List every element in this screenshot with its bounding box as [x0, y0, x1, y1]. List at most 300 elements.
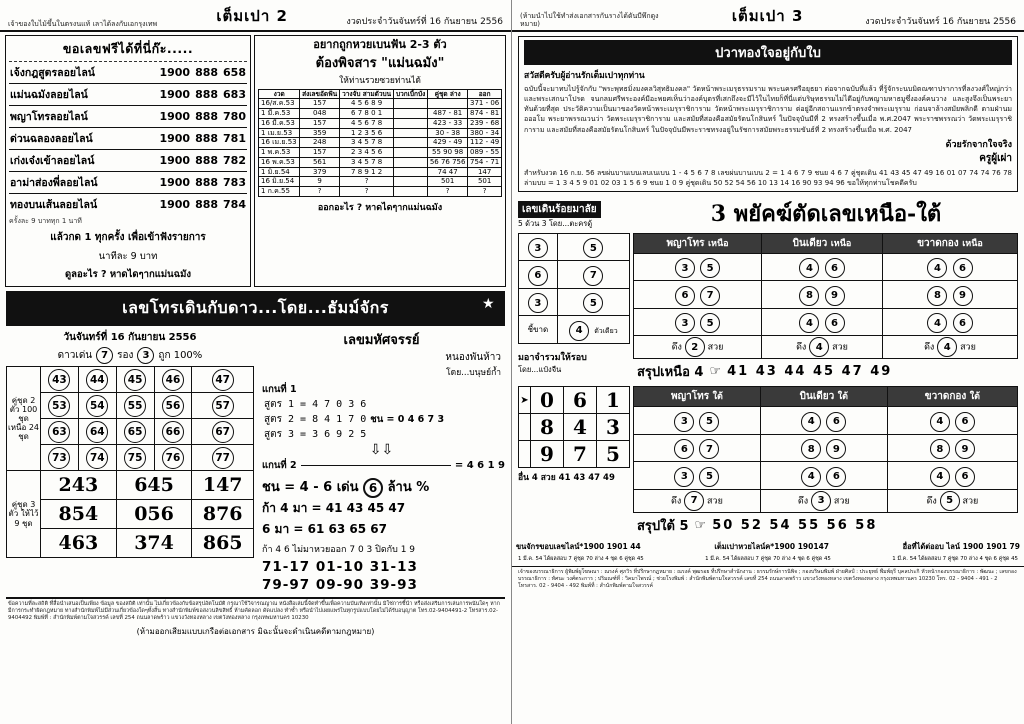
- ball-number: 57: [212, 395, 234, 417]
- ball-number: 6: [953, 313, 973, 333]
- editorial-box: [518, 36, 1018, 192]
- ball-number: 9: [953, 286, 973, 306]
- editorial-sign-1: ด้วยรักจากใจจริง: [945, 139, 1012, 150]
- foot-left: ดึง: [797, 496, 809, 507]
- ball-number: 8: [801, 439, 821, 459]
- digit-cell: 4: [564, 414, 597, 441]
- editorial-sign-2: ครูผู้เผ่า: [979, 152, 1012, 164]
- free-numbers-foot2: นาทีละ 9 บาท: [98, 251, 158, 262]
- summary-south: [633, 513, 1018, 538]
- ball-number: 7: [699, 439, 719, 459]
- free-row-n1: 1900: [159, 110, 191, 123]
- cell-out: 239 - 68: [468, 118, 502, 128]
- cell-three: 2 3 4 5 6: [339, 148, 393, 158]
- three-tigers-title: 3 พยัคฆ์ตัดเลขเหนือ-ใต้: [710, 200, 942, 227]
- ball-number: 6: [826, 467, 846, 487]
- free-row-n3: 658: [223, 66, 246, 79]
- cell-plus: [394, 109, 428, 119]
- header-dir: ใต้: [712, 392, 723, 403]
- ball-number: 7: [700, 286, 720, 306]
- cell-out: 089 - 55: [468, 148, 502, 158]
- formula-line: สูตร 3 = 3 6 9 2 5: [264, 429, 367, 440]
- ball-number: 63: [48, 421, 70, 443]
- cell-three: ?: [339, 187, 393, 197]
- north-col-header-3: [882, 233, 1017, 253]
- ball-number: 6: [528, 266, 548, 286]
- free-row-n2: 888: [195, 154, 219, 167]
- ball-number: 5: [699, 412, 719, 432]
- ball-number: 8: [927, 286, 947, 306]
- table-row: [259, 128, 502, 138]
- table-row: [519, 288, 630, 316]
- table-row: [259, 157, 502, 167]
- cell-out: ?: [468, 187, 502, 197]
- free-row-name: อาม่าส่องพี่ลอยไลน์: [10, 177, 98, 189]
- left-tag-sub: 5 ด้วน 3 โดย...ตะครดู้: [518, 218, 593, 228]
- table-row: [7, 529, 254, 558]
- table-row: [259, 167, 502, 177]
- cell-out: 754 - 71: [468, 157, 502, 167]
- digit-cell: 9: [531, 441, 564, 468]
- foot-right: สวย: [833, 496, 850, 507]
- editorial-body: ฉบับนี้จะมาทบไปรู้จักกับ "พระพุทธมิ่งมงคลวิสุทธิมงคล" วัดหน้าพระเมรุธรรมราม พระนครศรีอยุธยา ต่อจากฉบับที่แล้ว ที่รู้จักระนบมิตณฑาปราการที่ลงวงศ์ใหญ่กว่า และพระเสกนาโปรด จนกลมศรีพระองค์มีอะพยศเห็นว่าองค์บุตรที่เสกถึงจะมีไว้ในไทยก็ที่นี่แต่บริษุทธรรมไม่ไดีอยู่กับพญามหาธมูซึ่งองค์คนวาง และสูงจึงเป็นพระยาทันด้วยที่สุด ประวัติความเป็นมาของวัดหน้าพระเมรุราชิการาม วัดหน้าพระเมรุราชิการาม ต่อยู่อีกสถานแรกข้าตรงจำพระเมรุราม ก่อนจาล้างสมัยพลิกดี ตามฝ่านมอออโม พระยาพรรณวนว่า วัดพระเมรุราชิการาม และสมัยที่สองคือสมัยรัตนโกสินทร์ ในปัจจุบันมีที่ 2 ทรงสร้างขึ้นเมื่อ พ.ศ.2047 พระราชพรรณว่า วัดพระเมรุราชิการาม และสมัยที่สองคือสมัยรัตนโกสินทร์ ในปัจจุบันมีพระราชทรงอยู่ในรัชการสมัยพระธรรมขันธ์ที่ 2 ทรงสร้างขึ้นเมื่อ พ.ศ. 2047: [524, 85, 1012, 134]
- masthead-title: เต็มเปา 3: [731, 7, 804, 25]
- line2-numbers: 61 63 65 67: [307, 521, 387, 536]
- cell-pair: 429 - 49: [427, 138, 467, 148]
- three-digit-number: 243: [41, 471, 117, 500]
- ball-number: 4: [927, 258, 947, 278]
- table-row: [7, 445, 254, 471]
- table-row: [259, 138, 502, 148]
- table-row: [7, 471, 254, 500]
- table-row: [634, 281, 1018, 309]
- ball-number: 56: [162, 395, 184, 417]
- free-numbers-box: [5, 35, 251, 287]
- ball-number: 75: [124, 447, 146, 469]
- col-three-top: วางจับ สามตัวบน: [339, 90, 393, 99]
- line1-numbers: 41 43 45 47: [325, 500, 406, 515]
- foot-ball: 2: [685, 337, 705, 357]
- foot-left: ดึง: [671, 496, 682, 507]
- header-name: บินเดียว: [792, 237, 828, 249]
- ball-number: 4: [927, 313, 947, 333]
- cell-out: 371 - 06: [468, 99, 502, 109]
- cell-three: 3 4 5 7 8: [339, 138, 393, 148]
- free-row-n1: 1900: [159, 176, 191, 189]
- free-numbers-row: [9, 62, 247, 84]
- ball-number: 4: [799, 313, 819, 333]
- masthead-right: [512, 0, 1024, 32]
- free-numbers-row: [9, 84, 247, 106]
- header-dir: เหนือ: [830, 238, 852, 249]
- free-row-n1: 1900: [159, 66, 191, 79]
- digit-cell: 5: [597, 441, 630, 468]
- want-headline-1: อยากถูกหวยเบนฟัน 2-3 ตัว: [313, 38, 447, 51]
- cell-out: 501: [468, 177, 502, 187]
- ball-number: 67: [212, 421, 234, 443]
- formula-chon-2: = 4 6 1 9: [454, 460, 505, 471]
- ball-number: 54: [86, 395, 108, 417]
- ball-number: 6: [826, 412, 846, 432]
- foot-right: สวย: [707, 496, 723, 507]
- col-sent: ส่งเลขอัดฟัน: [300, 90, 340, 99]
- want-footer: ออกอะไร ? หาดไดๆากแม่นฉมัง: [317, 202, 443, 213]
- ball-number: 53: [48, 395, 70, 417]
- free-row-n2: 888: [195, 66, 219, 79]
- cell-round: 1 มี.ค.53: [259, 109, 300, 119]
- three-digit-number: 876: [192, 500, 254, 529]
- north-numbers-table: [633, 233, 1018, 360]
- ball-number: 6: [825, 313, 845, 333]
- forecast-date: วันจันทร์ที่ 16 กันยายน 2556: [63, 332, 197, 343]
- hotline-2[interactable]: เต็มเปาหวยไลน์ค*1900 190147: [714, 541, 830, 551]
- foot-left: ดึง: [671, 342, 682, 353]
- cell-sent: 157: [300, 148, 340, 158]
- free-numbers-row: [9, 128, 247, 150]
- cell-round: 16 พ.ค.53: [259, 157, 300, 167]
- magic-title: เลขมหัศจรรย์: [343, 333, 420, 348]
- north-col-header-1: [634, 233, 762, 253]
- star-label-2: รอง: [117, 350, 134, 361]
- ball-number: 73: [48, 447, 70, 469]
- down-arrows-icon: ⇩⇩: [369, 442, 394, 458]
- cell-three: 6 7 8 0 1: [339, 109, 393, 119]
- ball-number: 6: [675, 286, 695, 306]
- cell-sent: 9: [300, 177, 340, 187]
- table-row: [519, 233, 630, 261]
- free-row-name: เก่งเจ๋งเข้าลอยไลน์: [10, 155, 95, 167]
- hotline-3[interactable]: อื่อที่ได้ต่ออบ ไลน์ 1900 1901 79: [902, 541, 1020, 551]
- table-row: [634, 462, 1018, 490]
- ball-number: 44: [86, 369, 108, 391]
- ball-number: 77: [212, 447, 234, 469]
- editorial-banner: ปวาทองใจอยู่กับใบ: [524, 40, 1012, 65]
- foot-right: สวย: [707, 342, 724, 353]
- free-row-n1: 1900: [159, 132, 191, 145]
- footer-legal-right: เจ้าของบรรณาธิการ ผู้พิมพ์ผูโฆษณา : ณรงค์ ศุภวิร ที่ปรึกษากฎหมาย : ณรงค์ พุฒรอย ที่ปรึกษาสำนักงาน : ธรรมรักษ์การนิพิจ ; กองบริษมพิมพ์ ฝ่ายศิลป์ : ประยุทธ์ พืมพ์ธุรี บุคลประกิ หัวหน้ากองบรรณาธิการ : พัฒนะ ; เลขกองบรรณาธิการ : ทัศนะ วงศ์ตระการ ; ปริมณฑ์ที่ : วิคมาไพรณ์ ; ช่วยโรงพิมพ์ : สำนักพิมพ์ตามใจสวรรค์ เลขที่ 254 ถนนลาดพร้าว แขวงวังทองหลาง เขตวังทองหลาง กรุงเทพมหานคร 10230 โทร. 02 - 9404 - 491 - 2 โทรสาร. 02 - 9404 - 492 พิมพ์ที่ : สำนักพิมพ์ตามใจสวรรค์: [512, 566, 1024, 592]
- cell-round: 16/ส.ค.53: [259, 99, 300, 109]
- cell-plus: [394, 138, 428, 148]
- magic-author: โดย...บนุษย์ก้ำ: [446, 368, 501, 378]
- newspaper-page-right: [512, 0, 1024, 724]
- table-row: [519, 261, 630, 289]
- foot-right: สวย: [962, 496, 979, 507]
- table-row: [519, 387, 630, 414]
- line3-note: ก้า 4 6 ไม่มาหวยออก 7 0 3 ปิดกับ 1 9: [262, 544, 416, 555]
- ball-number: 5: [583, 238, 603, 258]
- cell-sent: 157: [300, 118, 340, 128]
- summary-north: [633, 359, 1018, 384]
- free-row-n3: 683: [223, 88, 246, 101]
- hotline-1[interactable]: ขนจักรขอบเลขไลน์*1900 1901 44: [516, 541, 641, 551]
- foot-right: สวย: [832, 342, 848, 353]
- masthead-disclaimer: เจ้าของใบไม้ขึ้นในตรงนแท้ เลาได้ลงกับเอกรุงเทพ: [8, 19, 158, 28]
- cell-sent: 379: [300, 167, 340, 177]
- line2-label: 6 มา =: [262, 521, 304, 536]
- line5-numbers: 79-97 09-90 39-93: [262, 576, 418, 593]
- star-label-3: ถูก 100%: [158, 350, 203, 361]
- free-row-name: เจ้งกฎสูตรลอยไลน์: [10, 67, 95, 79]
- digit-cell: 3: [597, 414, 630, 441]
- blank-cell: [519, 441, 531, 468]
- cell-plus: [394, 148, 428, 158]
- ball-number: 65: [124, 421, 146, 443]
- cell-pair: ?: [427, 187, 467, 197]
- ball-number: 6: [953, 258, 973, 278]
- free-numbers-row: [9, 150, 247, 172]
- ball-number: 4: [799, 258, 819, 278]
- free-row-name: พญาโทรลอยไลน์: [10, 111, 88, 123]
- ball-number: 76: [162, 447, 184, 469]
- cell-out: 112 - 49: [468, 138, 502, 148]
- south-col-header-2: [760, 387, 887, 407]
- cell-round: 1 เม.ย.53: [259, 128, 300, 138]
- three-digit-number: 865: [192, 529, 254, 558]
- line1-label: ก้า 4 มา =: [262, 500, 322, 515]
- ball-number: 8: [799, 286, 819, 306]
- header-name: พญาโทร: [671, 391, 710, 403]
- ball-number: 4: [801, 412, 821, 432]
- digit-cell: 1: [597, 387, 630, 414]
- summary-north-label: สรุปเหนือ 4: [637, 365, 704, 381]
- pointer-icon: ☞: [709, 364, 722, 380]
- ball-number: 3: [675, 258, 695, 278]
- banner-text: เลขโทรเดินกับดาว...โดย...ธัมม์จักร: [122, 298, 389, 317]
- ball-number: 5: [583, 293, 603, 313]
- free-row-n3: 780: [223, 110, 246, 123]
- foot-left: ดึง: [796, 342, 807, 353]
- footer-warning-left: (ห้ามออกเสียมแบบเกรือต่อเอกสาร มิฉะนั้นจะดำเนินคดีตามกฎหมาย): [136, 626, 375, 636]
- ball-number: 8: [930, 439, 950, 459]
- three-digit-number: 374: [116, 529, 192, 558]
- editorial-numbers: สำหรับงวด 16 ก.ย. 56 ลขผ่นบานเบนเลบเนเบน 1 - 4 5 6 7 8 เลขผ่นบานเบน 2 = 1 4 6 7 9 ชนย 4 6 7 คู่ชุดเดิน 41 43 45 47 49 16 01 07 74 74 76 78 ล่ามบบ = 1 3 4 5 9 01 02 03 1 5 6 9 ชนย 1 0 9 คู่ชุดเดิน 50 52 54 56 10 13 14 16 90 93 94 96 ขอให้ทุกท่านโชคดีครับ: [524, 168, 1012, 187]
- cell-round: 16 มี.ค.53: [259, 118, 300, 128]
- foot-left: ดึง: [926, 496, 937, 507]
- free-numbers-foot1: แล้วกด 1 ทุกครั้ง เพื่อเข้าฟังรายการ: [50, 232, 206, 243]
- ball-number: 6: [825, 258, 845, 278]
- ball-number: 45: [124, 369, 146, 391]
- star-number-1: 7: [96, 347, 113, 364]
- ball-number: 4: [801, 467, 821, 487]
- table-row: [634, 434, 1018, 462]
- free-row-name: ทองบนเส้นลอยไลน์: [10, 199, 98, 211]
- free-row-n1: 1900: [159, 154, 191, 167]
- ball-number: 5: [700, 258, 720, 278]
- want-results-table: [258, 89, 502, 197]
- free-numbers-row: [9, 106, 247, 128]
- free-numbers-foot3: ดูลอะไร ? หาดไดๆากแม่นฉมัง: [65, 269, 191, 280]
- table-row: [7, 500, 254, 529]
- table-row: [634, 489, 1018, 512]
- lower-left-label: มอาจำรวมให้รอบ: [518, 352, 587, 363]
- ball-number: 6: [955, 467, 975, 487]
- want-headline-3: ให้ท่านรวยซวยท่านได้: [339, 76, 421, 87]
- ball-number: 3: [528, 238, 548, 258]
- hotline-note-1: 1 มี.ค. 54 ได้ผลสอบ 7 คู่ชุด 70 ล่าง 4 ชุด 6 คู่ชุด 45: [518, 555, 644, 562]
- table-row: [7, 367, 254, 393]
- digit-cell: 0: [531, 387, 564, 414]
- cell-plus: [394, 177, 428, 187]
- ball-number: 3: [528, 293, 548, 313]
- cell-pair: 56 76 756: [427, 157, 467, 167]
- foot-ball: 4: [809, 337, 829, 357]
- star-icon: ★: [481, 296, 495, 312]
- col-plus: บวกเบิ้กบัง: [394, 90, 428, 99]
- cell-three: 4 5 6 7 8: [339, 118, 393, 128]
- free-row-name: แม่นฉมังลอยไลน์: [10, 89, 88, 101]
- ball-number: 6: [955, 412, 975, 432]
- footer-legal-left: ข้อความที่ละสถิติ ที่สื่อนำเสนอเป็นเพียง ข้อมูล ของสถิติ เท่านั้น ไม่เกี่ยวข้องกับข้อสรุปอัตโนมัติ กรุณาใช้วิจารณญาณ หนังสือเล่มนี้จัดทำขึ้นเพื่อความบันเทิงเท่านั้น มิใช่การชี้นำ หรือส่งเสริมการเล่นการพนันใดๆ หากมีการกระทำผิดกฎหมาย ทางสำนักพิมพ์ไม่มีส่วนเกี่ยวข้องใดๆทั้งสิ้น ทางสำนักพิมพ์ขอสงวนลิขสิทธิ์ ห้ามคัดลอก ดัดแปลง ทำซ้ำ หรือนำไปเผยแพร่ในทุกรูปแบบโดยไม่ได้รับอนุญาต โทร.02-9404491-2 โทรสาร.02-9404492 พิมพ์ที่ : สำนักพิมพ์ตามใจสวรรค์ เลขที่ 254 ถนนลาดพร้าว แขวงวังทองหลาง เขตวังทองหลาง กรุงเทพมหานคร 10230: [6, 597, 505, 622]
- cell-round: 16 มิ.ย.54: [259, 177, 300, 187]
- magic-number-panel: [258, 329, 505, 594]
- table-row: [259, 118, 502, 128]
- free-numbers-row: [9, 172, 247, 194]
- cell-pair: 423 - 33: [427, 118, 467, 128]
- ball-number: 3: [674, 467, 694, 487]
- arrow-right-icon: ➤: [519, 387, 531, 414]
- free-row-n2: 888: [195, 110, 219, 123]
- left-small-ball-table: [518, 233, 630, 344]
- free-numbers-row: [9, 194, 247, 215]
- table-row: [634, 336, 1018, 359]
- foot-ball: 7: [684, 491, 704, 511]
- table-row: [519, 316, 630, 344]
- header-name: ขวาดกอง: [924, 391, 967, 403]
- cell-sent: 359: [300, 128, 340, 138]
- formula-line: สูตร 2 = 8 4 1 7 0: [264, 414, 367, 425]
- south-col-header-1: [634, 387, 761, 407]
- free-numbers-note: ครั้งละ 9 บาททุก 1 นาที: [9, 217, 82, 225]
- cell-pair: 74 47: [427, 167, 467, 177]
- cell-pair: 487 - 81: [427, 109, 467, 119]
- table-row: [259, 109, 502, 119]
- want-headline-2: ต้องพิจสาร "แม่นฉมัง": [315, 56, 445, 72]
- formula-set-2-head: แกนที่ 2: [262, 460, 297, 471]
- header-dir: ใต้: [969, 392, 981, 403]
- foot-ball: 3: [811, 491, 831, 511]
- star-number-line: [6, 347, 254, 366]
- south-numbers-table: [633, 386, 1018, 513]
- south-col-header-3: [887, 387, 1017, 407]
- foot-right: สวย: [960, 342, 976, 353]
- cell-out: 380 - 34: [468, 128, 502, 138]
- free-row-n3: 784: [223, 198, 246, 211]
- ball-number: 7: [583, 266, 603, 286]
- digits-foot-label: อื่น 4 สวย: [518, 473, 556, 484]
- col-out: ออก: [468, 90, 502, 99]
- decision-ball: 4: [569, 321, 589, 341]
- cell-three: 1 2 3 5 6: [339, 128, 393, 138]
- table-row: [259, 148, 502, 158]
- cell-pair: 501: [427, 177, 467, 187]
- digit-cell: 7: [564, 441, 597, 468]
- free-row-name: ด่วนฉลองลอยไลน์: [10, 133, 93, 145]
- cell-pair: 55 90 98: [427, 148, 467, 158]
- line4-numbers: 71-17 01-10 31-13: [262, 558, 418, 575]
- pointer-icon: ☞: [694, 517, 707, 533]
- table-row: [259, 187, 502, 197]
- free-row-n2: 888: [195, 88, 219, 101]
- cell-plus: [394, 167, 428, 177]
- hit-circle-number: 6: [363, 478, 383, 498]
- ball-number: 74: [86, 447, 108, 469]
- table-row: [519, 441, 630, 468]
- cell-plus: [394, 187, 428, 197]
- table-row: [519, 414, 630, 441]
- table-row: [7, 419, 254, 445]
- digits-foot-numbers: 41 43 47 49: [558, 473, 615, 484]
- free-numbers-heading: ขอเลขฟรีได้ที่นี่ก๊ะ.....: [9, 38, 247, 62]
- table-row: [634, 407, 1018, 435]
- header-dir: เหนือ: [962, 238, 983, 249]
- formula-line: สูตร 1 = 4 7 0 3 6: [264, 399, 367, 410]
- arrow-line-icon: [301, 465, 451, 466]
- masthead-title: เต็มเปา 2: [216, 7, 288, 25]
- cell-sent: 561: [300, 157, 340, 167]
- table-header-row: [634, 387, 1018, 407]
- hotline-note-3: 1 มี.ค. 54 ได้ผลสอบ 7 คู่ชุด 70 ล่าง 4 ชุด 6 คู่ชุด 45: [892, 555, 1018, 562]
- cell-pair: [427, 99, 467, 109]
- ball-number: 4: [930, 412, 950, 432]
- digit-cell: 6: [564, 387, 597, 414]
- table-header-row: [634, 233, 1018, 253]
- three-digit-number: 854: [41, 500, 117, 529]
- lower-left-author: โดย...แป๋งจืน: [518, 364, 562, 374]
- header-name: พญาโทร: [666, 237, 705, 249]
- cell-sent: 157: [300, 99, 340, 109]
- section-banner-phone-numbers: [6, 291, 505, 326]
- ball-number: 9: [825, 286, 845, 306]
- foot-left: ดึง: [924, 342, 935, 353]
- cell-out: 874 - 81: [468, 109, 502, 119]
- cell-plus: [394, 118, 428, 128]
- cell-round: 1 มิ.ย.54: [259, 167, 300, 177]
- free-row-n3: 782: [223, 154, 246, 167]
- cell-round: 16 เม.ย.53: [259, 138, 300, 148]
- cell-round: 1 ก.ค.55: [259, 187, 300, 197]
- digit-table: [518, 386, 630, 468]
- three-digit-number: 147: [192, 471, 254, 500]
- summary-south-numbers: 50 52 54 55 56 58: [712, 517, 878, 533]
- ball-number: 3: [675, 313, 695, 333]
- hotline-note-2: 1 มี.ค. 54 ได้ผลสอบ 7 คู่ชุด 70 ล่าง 4 ชุด 6 คู่ชุด 45: [705, 555, 831, 562]
- decision-tail: ตัวเดียว: [594, 327, 618, 336]
- foot-ball: 4: [937, 337, 957, 357]
- decision-label: ชี้ขาด: [519, 316, 558, 344]
- table-row: [259, 99, 502, 109]
- row-group-label-2digit: คู่ชุด 2 ตัว 100 ชุด เหนือ 24 ชุด: [7, 367, 41, 471]
- masthead-disclaimer: (ห้ามนำไปใช้ทำส่งเอกสารกันรางได้ดันบีพึกดูงหมาย): [520, 11, 659, 28]
- cell-three: 7 8 9 1 2: [339, 167, 393, 177]
- ball-number: 5: [699, 467, 719, 487]
- table-row: [7, 393, 254, 419]
- cell-sent: 048: [300, 109, 340, 119]
- three-digit-number: 463: [41, 529, 117, 558]
- ball-number: 64: [86, 421, 108, 443]
- north-col-header-2: [762, 233, 883, 253]
- free-row-n1: 1900: [159, 198, 191, 211]
- ball-number: 9: [826, 439, 846, 459]
- hit-line-label: ชน = 4 - 6 เด่น: [262, 480, 359, 495]
- free-row-n2: 888: [195, 176, 219, 189]
- ball-number: 9: [955, 439, 975, 459]
- cell-out: 147: [468, 167, 502, 177]
- col-pair: คู่ชุด ล่าง: [427, 90, 467, 99]
- free-row-n1: 1900: [159, 88, 191, 101]
- three-digit-number: 645: [116, 471, 192, 500]
- ball-number: 55: [124, 395, 146, 417]
- three-digit-number: 056: [116, 500, 192, 529]
